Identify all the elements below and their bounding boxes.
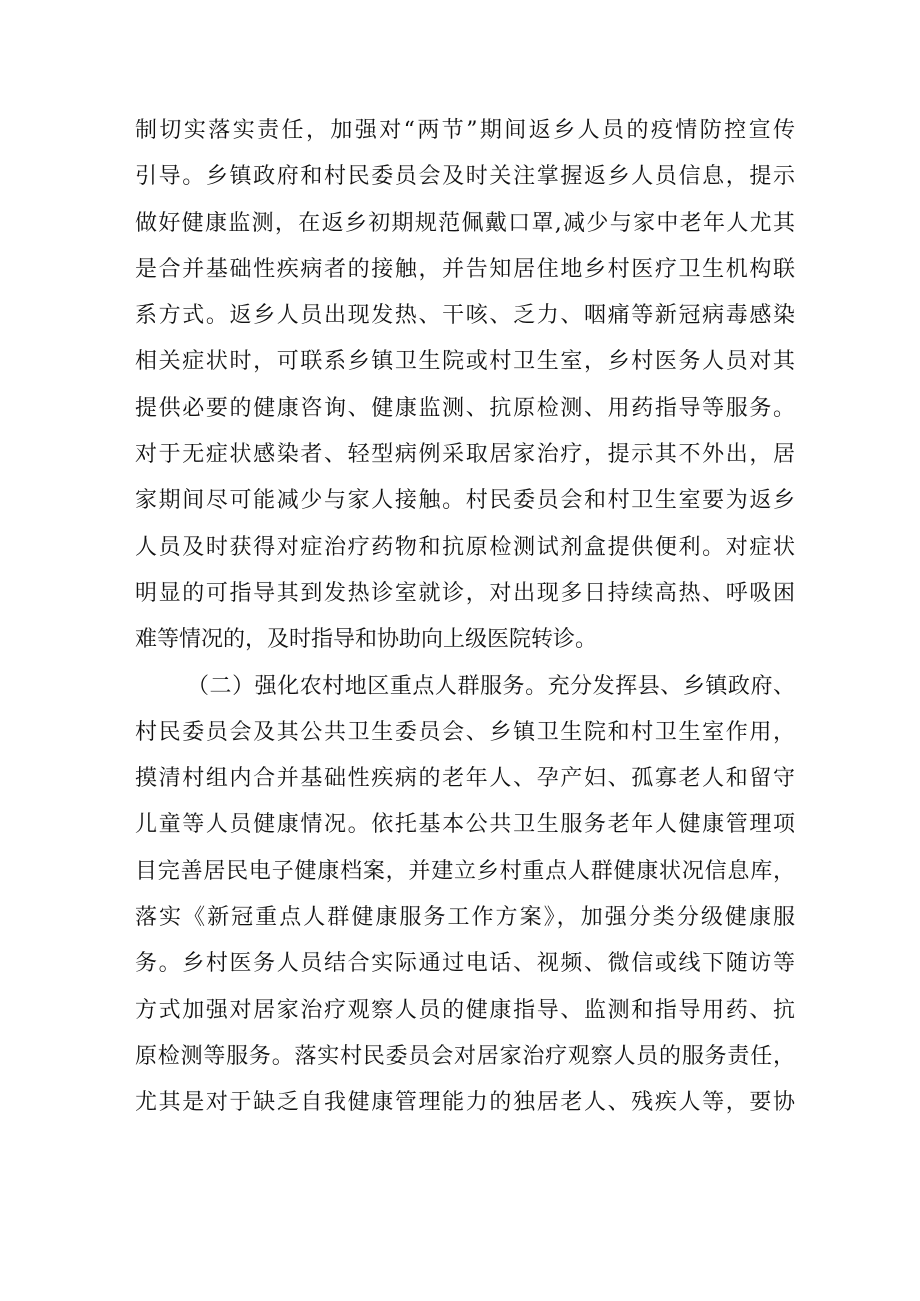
text-line: 人员及时获得对症治疗药物和抗原检测试剂盒提供便利。对症状 — [135, 534, 795, 560]
document-body — [135, 108, 795, 1127]
text-line: 做好健康监测，在返乡初期规范佩戴口罩,减少与家中老年人尤其 — [135, 210, 795, 236]
text-line: 是合并基础性疾病者的接触，并告知居住地乡村医疗卫生机构联 — [135, 256, 795, 282]
text-line: 原检测等服务。落实村民委员会对居家治疗观察人员的服务责任， — [135, 1043, 795, 1069]
text-line: 系方式。返乡人员出现发热、干咳、乏力、咽痛等新冠病毒感染 — [135, 303, 795, 329]
text-line: 难等情况的，及时指导和协助向上级医院转诊。 — [135, 627, 598, 653]
text-line: 相关症状时，可联系乡镇卫生院或村卫生室，乡村医务人员对其 — [135, 349, 795, 375]
text-line: 制切实落实责任，加强对“两节”期间返乡人员的疫情防控宣传 — [135, 118, 795, 143]
text-line: 对于无症状感染者、轻型病例采取居家治疗，提示其不外出，居 — [135, 442, 795, 468]
text-line: 村民委员会及其公共卫生委员会、乡镇卫生院和村卫生室作用， — [135, 719, 795, 745]
text-line: 提供必要的健康咨询、健康监测、抗原检测、用药指导等服务。 — [135, 395, 795, 421]
text-line: 务。乡村医务人员结合实际通过电话、视频、微信或线下随访等 — [135, 951, 795, 977]
text-line: 儿童等人员健康情况。依托基本公共卫生服务老年人健康管理项 — [135, 812, 795, 838]
text-line: 摸清村组内合并基础性疾病的老年人、孕产妇、孤寡老人和留守 — [135, 766, 795, 792]
text-line: 明显的可指导其到发热诊室就诊，对出现多日持续高热、呼吸困 — [135, 580, 795, 606]
text-line: 尤其是对于缺乏自我健康管理能力的独居老人、残疾人等，要协 — [135, 1090, 795, 1116]
text-line: 引导。乡镇政府和村民委员会及时关注掌握返乡人员信息，提示 — [135, 164, 795, 190]
paragraph-1 — [135, 108, 795, 664]
text-line: 方式加强对居家治疗观察人员的健康指导、监测和指导用药、抗 — [135, 997, 795, 1023]
paragraph-2 — [135, 664, 795, 1127]
text-line: 目完善居民电子健康档案，并建立乡村重点人群健康状况信息库， — [135, 858, 795, 884]
paragraph-heading-line: （二）强化农村地区重点人群服务。充分发挥县、乡镇政府、 — [187, 673, 795, 699]
text-line: 落实《新冠重点人群健康服务工作方案》，加强分类分级健康服 — [135, 905, 795, 931]
text-line: 家期间尽可能减少与家人接触。村民委员会和村卫生室要为返乡 — [135, 488, 795, 514]
